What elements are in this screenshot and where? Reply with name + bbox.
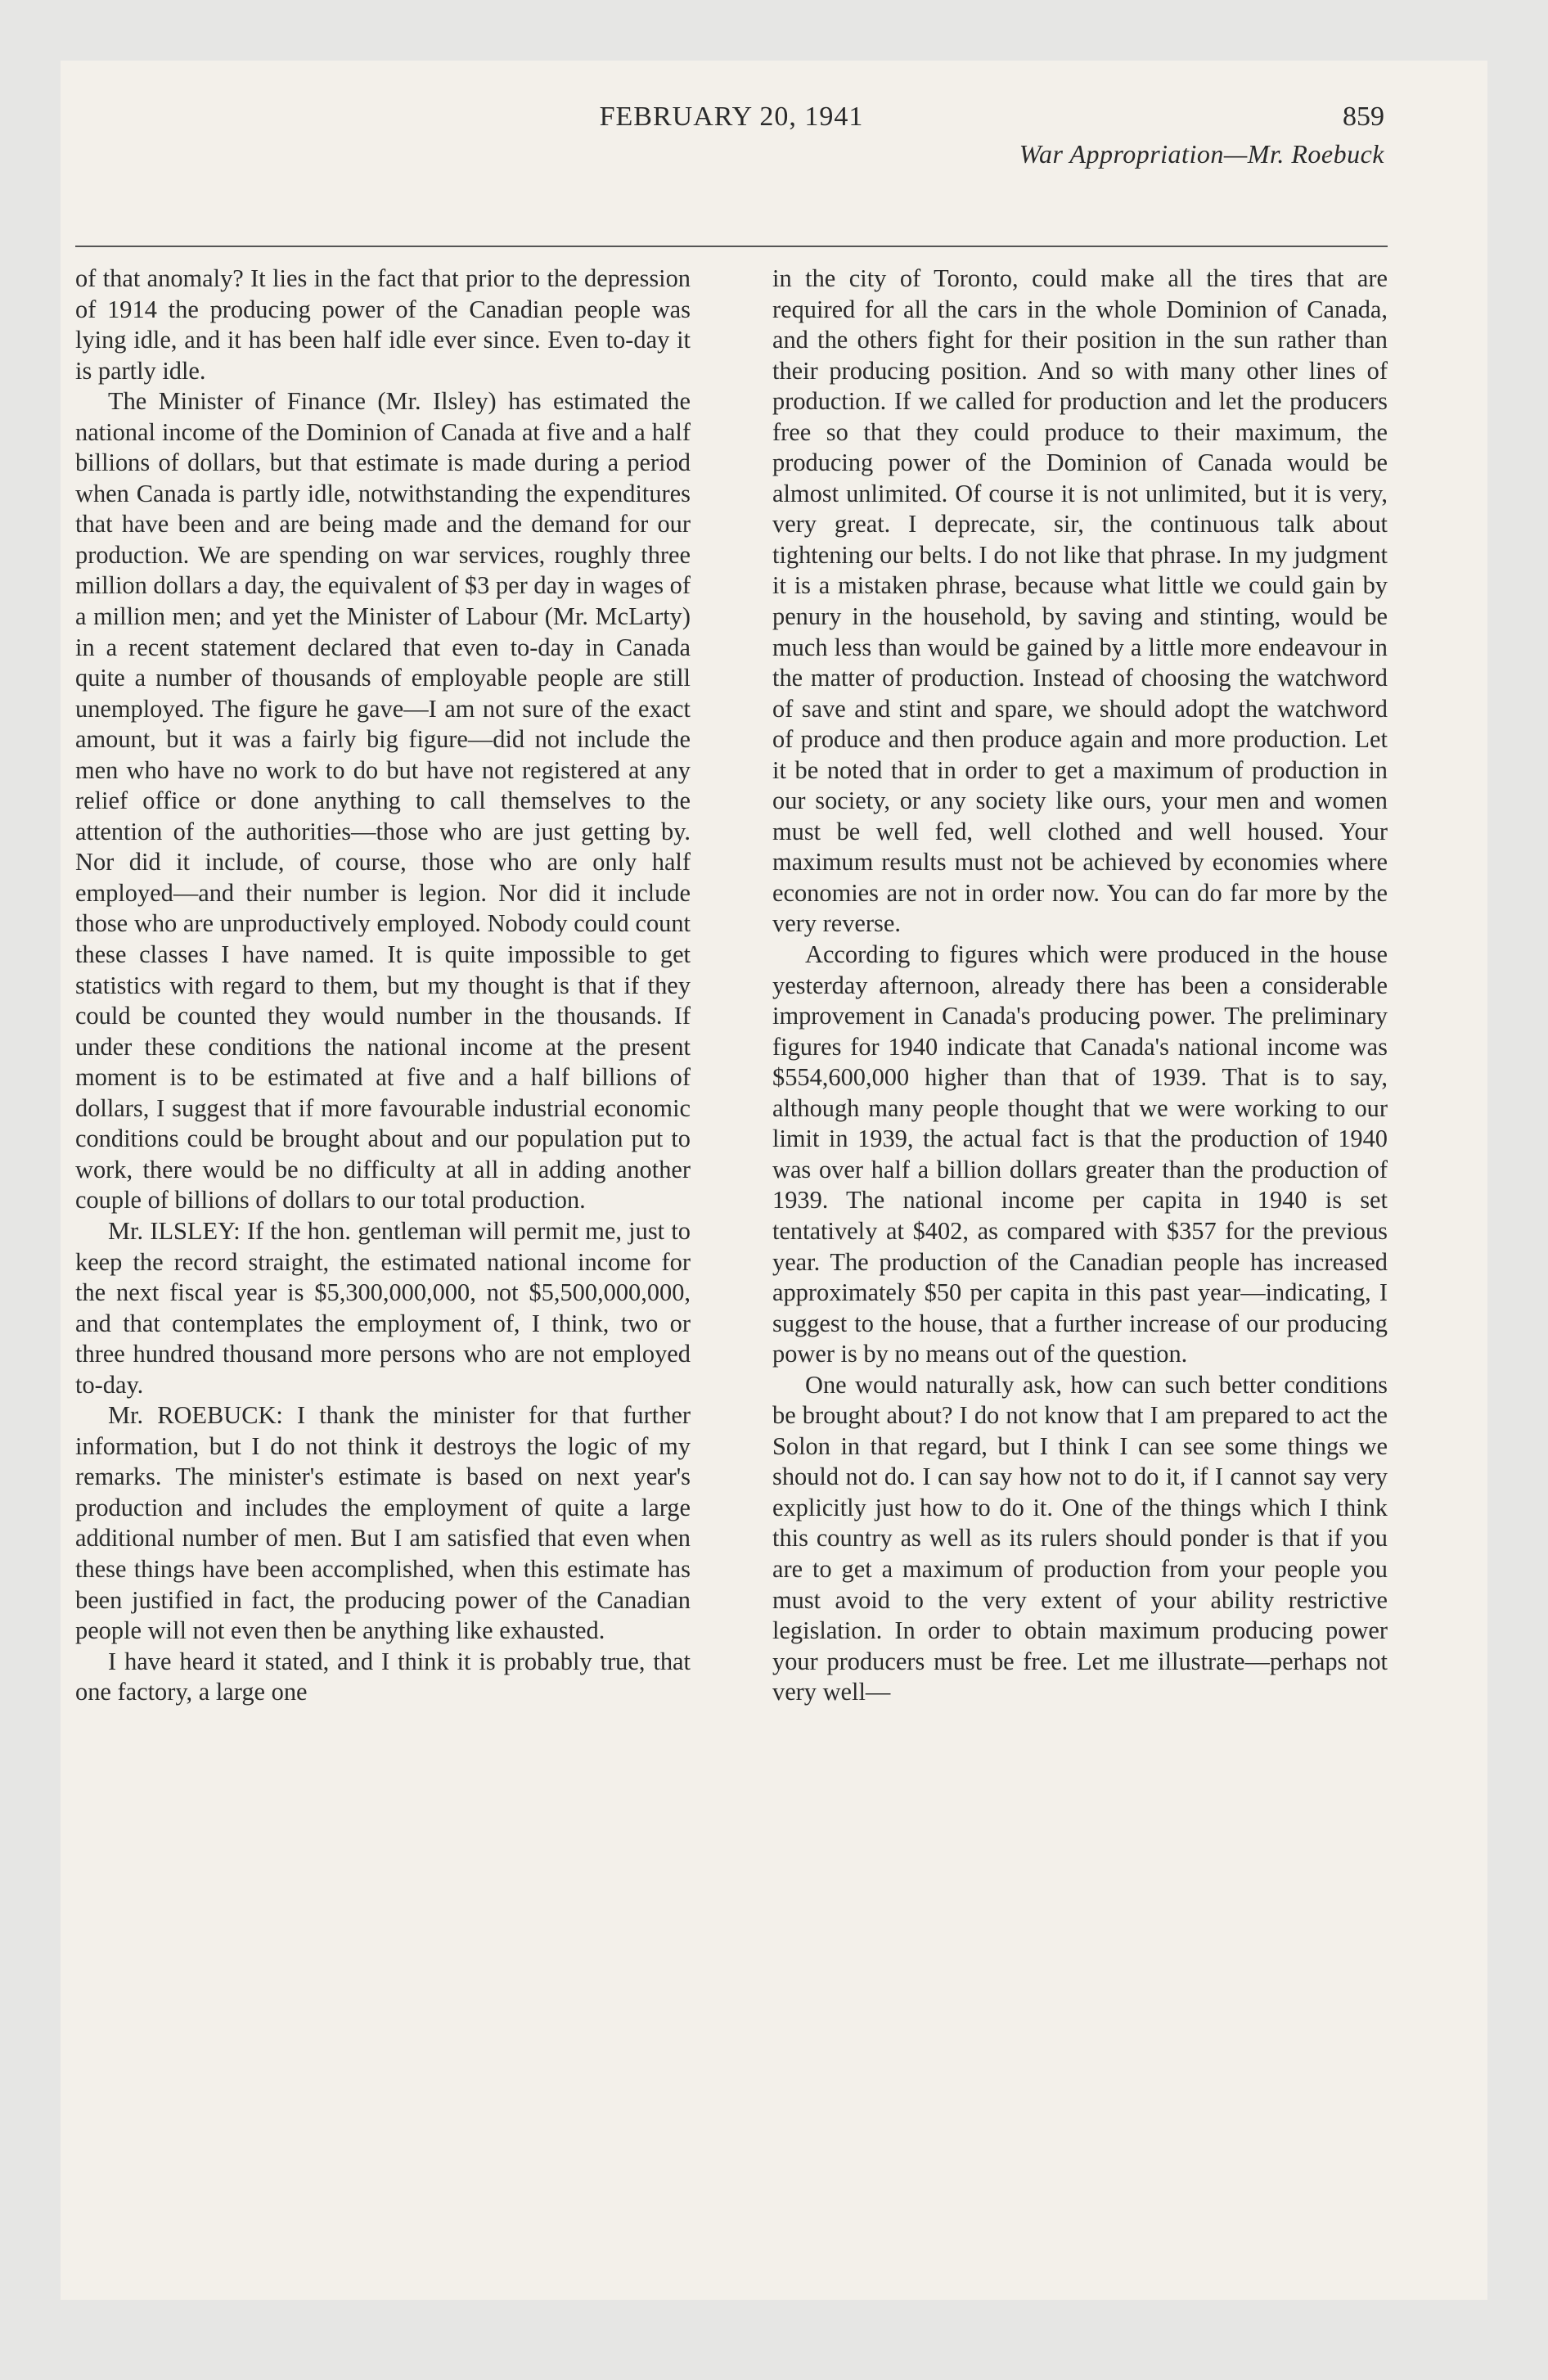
running-head: War Appropriation—Mr. Roebuck: [1019, 139, 1384, 169]
paragraph: Mr. ROEBUCK: I thank the minister for that further information, but I do not think it destroys the logic of my remarks. The minister's estimate is based on next year's production and includes the employment of quite a large additional number of men. But I am satisfied that even when these things have been accomplished, when this estimate has been justified in fact, the producing power of the Canadian people will not even then be anything like exhausted.: [75, 1401, 691, 1645]
paragraph: According to figures which were produced in the house yesterday afternoon, already there has been a considerable improvement in Canada's producing power. The preliminary figures for 1940 indicate that Canada's national income was $554,600,000 higher than that of 1939. That is to say, although many people thought that we were working to our limit in 1939, the actual fact is that the production of 1940 was over half a billion dollars greater than the production of 1939. The national income per capita in 1940 is set tentatively at $402, as compared with $357 for the previous year. The production of the Canadian people has increased approximately $50 per capita in this past year—indicating, I suggest to the house, that a further increase of our producing power is by no means out of the question.: [772, 940, 1388, 1368]
paragraph: in the city of Toronto, could make all the tires that are required for all the cars in the whole Dominion of Canada, and the others fight for their position in the sun rather than their producing position. And so with many other lines of production. If we called for production and let the producers free so that they could produce to their maximum, the producing power of the Dominion of Canada would be almost unlimited. Of course it is not unlimited, but it is very, very great. I deprecate, sir, the continuous talk about tightening our belts. I do not like that phrase. In my judgment it is a mistaken phrase, because what little we could gain by penury in the household, by saving and stinting, would be much less than would be gained by a little more endeavour in the matter of production. Instead of choosing the watchword of save and stint and spare, we should adopt the watchword of produce and then produce again and more production. Let it be noted that in order to get a maximum of production in our society, or any society like ours, your men and women must be well fed, well clothed and well housed. Your maximum results must not be achieved by economies where economies are not in order now. You can do far more by the very reverse.: [772, 264, 1388, 938]
header-date: FEBRUARY 20, 1941: [599, 101, 864, 132]
paragraph: Mr. ILSLEY: If the hon. gentleman will permit me, just to keep the record straight, the estimated national income for the next fiscal year is $5,300,000,000, not $5,500,000,000, and that contemplates the employment of, I think, two or three hundred thousand more persons who are not employed to-day.: [75, 1216, 691, 1399]
paragraph: The Minister of Finance (Mr. Ilsley) has estimated the national income of the Dominion of Canada at five and a half billions of dollars, but that estimate is made during a period when Canada is partly idle, notwithstanding the expenditures that have been and are being made and the demand for our production. We are spending on war services, roughly three million dollars a day, the equivalent of $3 per day in wages of a million men; and yet the Minister of Labour (Mr. McLarty) in a recent statement declared that even to-day in Canada quite a number of thousands of employable people are still unemployed. The figure he gave—I am not sure of the exact amount, but it was a fairly big figure—did not include the men who have no work to do but have not registered at any relief office or done anything to call themselves to the attention of the authorities—those who are just getting by. Nor did it include, of course, those who are only half employed—and their number is legion. Nor did it include those who are unproductively employed. Nobody could count these classes I have named. It is quite impossible to get statistics with regard to them, but my thought is that if they could be counted they would number in the thousands. If under these conditions the national income at the present moment is to be estimated at five and a half billions of dollars, I suggest that if more favourable industrial economic conditions could be brought about and our population put to work, there would be no difficulty at all in adding another couple of billions of dollars to our total production.: [75, 387, 691, 1215]
paragraph: One would naturally ask, how can such better conditions be brought about? I do not know that I am prepared to act the Solon in that regard, but I think I can see some things we should not do. I can say how not to do it, if I cannot say very explicitly just how to do it. One of the things which I think this country as well as its rulers should ponder is that if you are to get a maximum of production from your people you must avoid to the very extent of your ability restrictive legislation. In order to obtain maximum producing power your producers must be free. Let me illustrate—perhaps not very well—: [772, 1370, 1388, 1706]
page-header: [75, 101, 1388, 192]
left-column: [75, 264, 691, 1708]
page-number: 859: [1343, 101, 1384, 132]
paragraph: of that anomaly? It lies in the fact that prior to the depression of 1914 the producing power of the Canadian people was lying idle, and it has been half idle ever since. Even to-day it is partly idle.: [75, 264, 691, 385]
right-column: [772, 264, 1388, 1708]
paragraph: I have heard it stated, and I think it is probably true, that one factory, a large one: [75, 1647, 691, 1706]
header-rule: [75, 246, 1388, 247]
